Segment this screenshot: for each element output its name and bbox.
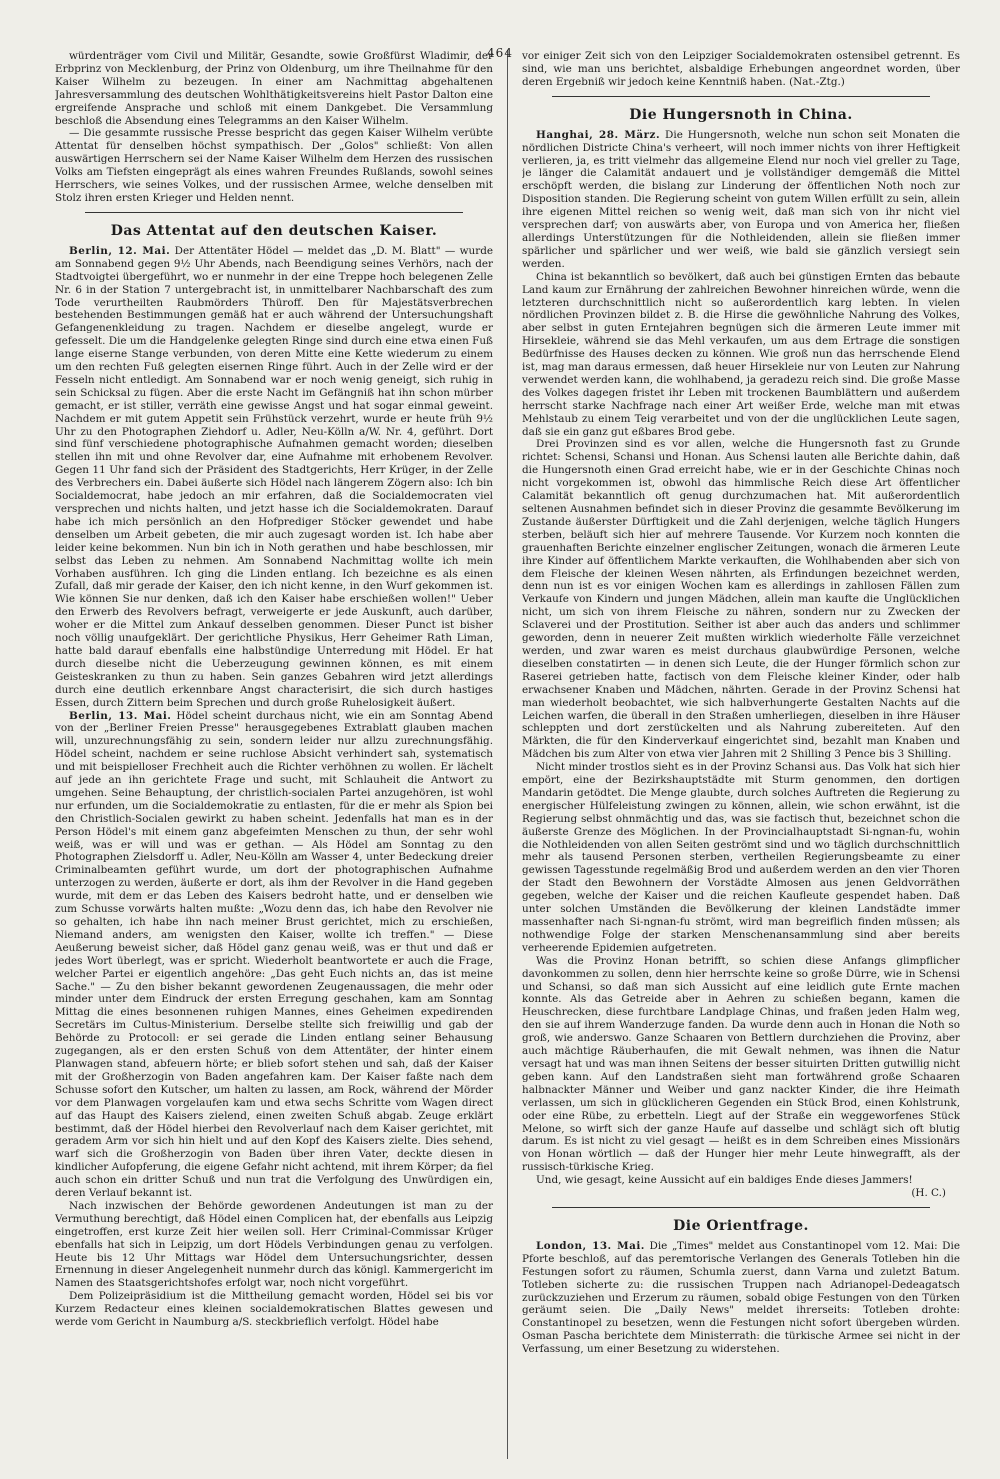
paragraph-text: Hödel scheint durchaus nicht, wie ein am Sonntag Abend von der „Berliner Freien Presse" herausgegebenes Extrablatt glauben machen will, unzurechnungsfähig zu sein, sondern leider nur allzu zurechnungsfähig. Hödel scheint, nachdem er seine ruchlose Absicht verhindert sah, systematisch und mit beispielloser Frechheit auch die Richter verhöhnen zu wollen. Er lächelt auf jede an ihn gerichtete Frage und sucht, mit Schlauheit die Antwort zu umgehen. Seine Behauptung, der christlich-socialen Partei anzugehören, ist wohl nur erfunden, um die Socialdemokratie zu entlasten, für die er mehr als Spion bei den Christlich-Socialen gewirkt zu haben scheint. Jedenfalls hat man es in der Person Hödel's mit einem ganz abgefeimten Menschen zu thun, der sehr wohl weiß, was er will und was er gethan. — Als Hödel am Sonntag zu den Photographen Zielsdorff u. Adler, Neu-Kölln am Wasser 4, unter Bedeckung dreier Criminalbeamten geführt wurde, um dort der photographischen Aufnahme unterzogen zu werden, äußerte er dort, als ihm der Revolver in die Hand gegeben wurde, mit dem er das Leben des Kaisers bedroht hatte, und er denselben wie zum Schusse vorwärts halten mußte: „Wozu denn das, ich habe den Revolver nie so gehalten, ich habe ihn nach meiner Brust gerichtet, mich zu erschießen, Niemand anders, am wenigsten den Kaiser, wollte ich treffen." — Diese Aeußerung beweist sicher, daß Hödel ganz genau weiß, was er thut und daß er jedes Wort überlegt, was er spricht. Wiederholt beantwortete er auch die Frage, welcher Partei er eigentlich angehöre: „Das geht Euch nichts an, das ist meine Sache." — Zu den bisher bekannt gewordenen Zeugenaussagen, die mehr oder minder unter dem Eindruck der ersten Erregung geschahen, kam am Sonntag Mittag die eines besonnenen ruhigen Mannes, eines Geheimen expedirenden Secretärs im Cultus-Ministerium. Derselbe stellte sich freiwillig und gab der Behörde zu Protocoll: er sei gerade die Linden entlang seiner Behausung zugegangen, als er den ersten Schuß von dem Attentäter, der hinter einem Planwagen stand, abfeuern hörte; er blieb sofort stehen und sah, daß der Kaiser mit der Großherzogin von Baden angefahren kam. Der Kaiser faßte nach dem Schusse sofort den Kutscher, um halten zu lassen, am Rock, während der Mörder vor dem Planwagen vorgelaufen kam und etwa sechs Schritte vom Wagen direct auf das Haupt des Kaisers zielend, einen zweiten Schuß abgab. Zeuge erklärt bestimmt, daß der Hödel hierbei den Revolverlauf nach dem Kaiser gerichtet, mit geradem Arm vor sich hin hielt und auf den Kopf des Kaisers zielte. Dies sehend, warf sich die Großherzogin von Baden über ihren Vater, deckte diesen in kindlicher Aufopferung, die eigene Gefahr nicht achtend, mit ihrem Körper; da fiel auch schon ein dritter Schuß und nun trat die Verfolgung des Unwürdigen ein, deren Verlauf bekannt ist. bbox=[55, 709, 493, 1200]
attentat-heading: Das Attentat auf den deutschen Kaiser. bbox=[110, 222, 438, 239]
divider-rule bbox=[85, 212, 463, 213]
paragraph-text: Die Hungersnoth, welche nun schon seit Monaten die nördlichen Districte China's verheert, will noch immer nichts von ihrer Heftigkeit verlieren, ja, es tritt vielmehr das allgemeine Elend nur noch viel greller zu Tage, je länger die Calamität andauert und je vollständiger demgemäß die Mittel erschöpft werden, die bislang zur Linderung der öffentlichen Noth noch zur Disposition standen. Die Regierung scheint von gutem Willen erfüllt zu sein, allein ihre eigenen Mittel reichen so wenig weit, daß man sich von ihr nicht viel versprechen darf; von auswärts aber, von Europa und von America her, fließen allerdings Unterstützungen für die Nothleidenden, allein sie fließen immer spärlicher und spärlicher und wer weiß, wie bald sie gänzlich versiegt sein werden. bbox=[522, 128, 960, 270]
attentat-article bbox=[55, 245, 493, 1329]
left-column bbox=[55, 50, 493, 1459]
dateline: Berlin, 13. Mai. bbox=[69, 709, 172, 722]
paragraph bbox=[522, 1240, 960, 1356]
dateline: Hanghai, 28. März. bbox=[536, 128, 661, 141]
paragraph-text: Drei Provinzen sind es vor allen, welche die Hungersnoth fast zu Grunde richtet: Schensi, Schansi und Honan. Aus Schensi lauten alle Berichte dahin, daß die Hungersnoth einen Grad erreicht habe, wie er in der Geschichte Chinas noch nicht vorgekommen ist, obwohl das himmlische Reich diese Art öffentlicher Calamität bekanntlich oft genug durchzumachen hat. Mit außerordentlich seltenen Ausnahmen befindet sich in dieser Provinz die gesammte Bevölkerung im Zustande äußerster Dürftigkeit und die Zahl derjenigen, welche täglich Hungers sterben, beläuft sich hier auf mehrere Tausende. Vor Kurzem noch konnten die grauenhaften Berichte einzelner englischer Zeitungen, wonach die ärmeren Leute ihre Kinder auf öffentlichem Markte verkauften, die Wohlhabenden aber sich von dem Fleische der kleinen Wesen nährten, als Erfindungen bezeichnet werden, denn nun ist es vor einigen Wochen kam es allerdings in zahllosen Fällen zum Verkaufe von Kindern und jungen Mädchen, allein man kaufte die Unglücklichen nicht, um sich von ihrem Fleische zu nähren, sondern nur zu Zwecken der Sclaverei und der Prostitution. Seither ist aber auch das anders und schlimmer geworden, denn in neuerer Zeit mußten wirklich wiederholte Fälle verzeichnet werden, und zwar waren es meist durchaus glaubwürdige Personen, welche dieselben constatirten — in denen sich Leute, die der Hunger förmlich schon zur Raserei getrieben hatte, factisch von dem Fleische kleiner Kinder, oder halb erwachsener Knaben und Mädchen, nährten. Gerade in der Provinz Schensi hat man wiederholt beobachtet, wie sich halbverhungerte Gestalten Nachts auf die Leichen warfen, die überall in den Straßen umherliegen, dieselben in ihre Häuser schleppten und dort zerstückelten und als Nahrung zubereiteten. Auf den Märkten, die für den Kinderverkauf eingerichtet sind, bezahlt man Knaben und Mädchen bis zum Alter von etwa vier Jahren mit 2 Shilling 3 Pence bis 3 Shilling. bbox=[522, 438, 960, 761]
paragraph bbox=[55, 245, 493, 710]
paragraph-text: Und, wie gesagt, keine Aussicht auf ein baldiges Ende dieses Jammers! bbox=[536, 1174, 913, 1187]
paragraph bbox=[55, 50, 493, 127]
right-intro-paragraph: vor einiger Zeit sich von den Leipziger Socialdemokraten ostensibel getrennt. Es sind, wie man uns berichtet, alsbaldige Erhebungen angeordnet worden, über deren Ergebniß wir jedoch keine Kenntniß haben. (Nat.-Ztg.) bbox=[522, 50, 960, 88]
paragraph-text: Dem Polizeipräsidium ist die Mittheilung gemacht worden, Hödel sei bis vor Kurzem Redacteur eines kleinen socialdemokratischen Blattes gewesen und werde vom Gericht in Naumburg a/S. steckbrieflich verfolgt. Hödel habe bbox=[55, 1290, 493, 1329]
paragraph bbox=[55, 1290, 493, 1329]
divider-rule bbox=[552, 96, 930, 97]
divider-rule bbox=[552, 1207, 930, 1208]
signature: (H. C.) bbox=[911, 1187, 946, 1200]
paragraph-text: Der Attentäter Hödel — meldet das „D. M. Blatt" — wurde am Sonnabend gegen 9½ Uhr Abends, nach Beendigung seines Verhörs, nach der Stadtvoigtei übergeführt, wo er nunmehr in der eine Treppe hoch belegenen Zelle Nr. 6 in der Station 7 untergebracht ist, in unmittelbarer Nachbarschaft des zum Tode verurtheilten Raubmörders Thüroff. Den für Majestätsverbrechen bestehenden Bestimmungen gemäß hat er auch während der Untersuchungshaft Gefangenenkleidung zu tragen. Nachdem er dieselbe angelegt, wurde er gefesselt. Die um die Handgelenke gelegten Ringe sind durch eine etwa einen Fuß lange eiserne Stange verbunden, von deren Mitte eine Kette wiederum zu einem um den rechten Fuß gelegten eisernen Ringe führt. Auch in der Zelle wird er der Fesseln nicht entledigt. Am Sonnabend war er noch wenig geneigt, sich ruhig in sein Schicksal zu fügen. Aber die erste Nacht im Gefängniß hat ihn schon mürber gemacht, er ist stiller, verräth eine gewisse Angst und hat sogar einmal geweint. Nachdem er mit gutem Appetit sein Frühstück verzehrt, wurde er heute früh 9½ Uhr zu den Photographen Ziehdorf u. Adler, Neu-Kölln a/W. Nr. 4, geführt. Dort sind fünf verschiedene photographische Aufnahmen gemacht worden; dieselben stellen ihn mit und ohne Revolver dar, eine Aufnahme mit erhobenem Revolver. Gegen 11 Uhr fand sich der Präsident des Stadtgerichts, Herr Krüger, in der Zelle des Verbrechers ein. Dabei äußerte sich Hödel nach längerem Zögern also: Ich bin Socialdemocrat, habe jedoch an mir erfahren, daß die Socialdemocraten viel versprechen und nichts halten, und jetzt hasse ich die Socialdemokraten. Darauf habe ich mich persönlich an den Hofprediger Stöcker gewendet und habe denselben um Arbeit gebeten, die mir auch zugesagt worden ist. Ich habe aber leider keine bekommen. Nun bin ich in Noth gerathen und habe beschlossen, mir selbst das Leben zu nehmen. Am Sonnabend Nachmittag wollte ich mein Vorhaben ausführen. Ich ging die Linden entlang. Ich bezeichne es als einen Zufall, daß mir gerade der Kaiser, den ich nicht kenne, in den Wurf gekommen ist. Wie können Sie nur denken, daß ich den Kaiser habe erschießen wollen!" Ueber den Erwerb des Revolvers befragt, verweigerte er jede Auskunft, auch darüber, woher er die Mittel zum Ankauf desselben genommen. Dieser Punct ist bisher noch völlig unaufgeklärt. Der gerichtliche Physikus, Herr Geheimer Rath Liman, hatte bald darauf ebenfalls eine halbstündige Unterredung mit Hödel. Er hat durch dieselbe nicht die Ueberzeugung gewinnen können, es mit einem Geisteskranken zu thun zu haben. Sein ganzes Gebahren wird jetzt allerdings durch eine deutlich erkennbare Angst characterisirt, die sich durch hastiges Essen, durch Zittern beim Sprechen und durch große Ruhelosigkeit äußert. bbox=[55, 244, 493, 709]
paragraph-text: Die „Times" meldet aus Constantinopel vom 12. Mai: Die Pforte beschloß, auf das peremtorische Verlangen des Generals Totleben hin die Festungen sofort zu räumen, Schumla zuerst, dann Varna und zuletzt Batum. Totleben sicherte zu: die russischen Truppen nach Adrianopel-Dedeagatsch zurückzuziehen und Erzerum zu räumen, sobald obige Festungen von den Türken geräumt seien. Die „Daily News" meldet ihrerseits: Totleben drohte: Constantinopel zu besetzen, wenn die Festungen nicht sofort übergeben würden. Osman Pascha berichtete dem Ministerrath: die türkische Armee sei nicht in der Verfassung, um einer Besetzung zu widerstehen. bbox=[522, 1239, 960, 1356]
paragraph-text: Was die Provinz Honan betrifft, so schien diese Anfangs glimpflicher davonkommen zu sollen, denn hier herrschte keine so große Dürre, wie in Schensi und Schansi, so daß man sich Aussicht auf eine leidlich gute Ernte machen konnte. Als das Getreide aber in Aehren zu schießen begann, kamen die Heuschrecken, diese furchtbare Landplage Chinas, und fraßen jeden Halm weg, den sie auf ihrem Wanderzuge fanden. Da wurde denn auch in Honan die Noth so groß, wie anderswo. Ganze Schaaren von Bettlern durchziehen die Provinz, aber auch mächtige Räuberhaufen, die mit Gewalt nehmen, was ihnen die Natur versagt hat und was man ihnen Seitens der besser situirten Dritten gutwillig nicht geben kann. Auf den Landstraßen sieht man fortwährend große Schaaren halbnackter Männer und Weiber und ganz nackter Kinder, die ihre Heimath verlassen, um sich in glücklicheren Gegenden ein Stück Brod, einen Kohlstrunk, oder eine Rübe, zu erbetteln. Liegt auf der Straße ein weggeworfenes Stück Melone, so wirft sich der ganze Haufe auf dasselbe und schlägt sich oft blutig darum. Es ist nicht zu viel gesagt — heißt es in dem Schreiben eines Missionärs von Honan wörtlich — daß der Hunger hier mehr Leute hinwegrafft, als der russisch-türkische Krieg. bbox=[522, 954, 960, 1174]
paragraph-text: würdenträger vom Civil und Militär, Gesandte, sowie Großfürst Wladimir, der Erbprinz von Mecklenburg, der Prinz von Oldenburg, um ihre Theilnahme für den Kaiser Wilhelm zu bezeugen. In einer am Nachmittag abgehaltenen Jahresversammlung des deutschen Wohlthätigkeitsvereins hielt Pastor Dalton eine ergreifende Ansprache und schloß mit einem Dankgebet. Die Versammlung beschloß die Absendung eines Telegramms an den Kaiser Wilhelm. bbox=[55, 50, 493, 127]
orient-article bbox=[522, 1240, 960, 1356]
paragraph bbox=[522, 129, 960, 271]
dateline: London, 13. Mai. bbox=[536, 1239, 645, 1252]
paragraph bbox=[522, 1174, 960, 1187]
left-intro bbox=[55, 50, 493, 205]
columns bbox=[55, 50, 960, 1459]
paragraph bbox=[522, 271, 960, 439]
paragraph bbox=[55, 1200, 493, 1290]
china-heading: Die Hungersnoth in China. bbox=[629, 106, 853, 123]
right-column bbox=[522, 50, 960, 1459]
paragraph-text: Nach inzwischen der Behörde gewordenen Andeutungen ist man zu der Vermuthung berechtigt, daß Hödel einen Complicen hat, der ebenfalls aus Leipzig eingetroffen, erst kurze Zeit hier weilen soll. Herr Criminal-Commissar Krüger ebenfalls hat sich in Leipzig, um dort Hödels Verbindungen genau zu verfolgen. Heute bis 12 Uhr Mittags war Hödel dem Untersuchungsrichter, dessen Ernennung in dieser Angelegenheit nunmehr durch das königl. Kammergericht im Namen des Staatsgerichtshofes erfolgt war, noch nicht vorgeführt. bbox=[55, 1199, 493, 1290]
paragraph bbox=[55, 127, 493, 204]
paragraph-text: Nicht minder trostlos sieht es in der Provinz Schansi aus. Das Volk hat sich hier empört, eine der Bezirkshauptstädte mit Sturm genommen, den dortigen Mandarin getödtet. Die Menge glaubte, durch solches Auftreten die Regierung zu energischer Hülfeleistung zwingen zu können, allein, wie schon erwähnt, ist die Regierung selbst ohnmächtig und das, was sie factisch thut, bezeichnet schon die äußerste Grenze des Möglichen. In der Provincialhauptstadt Si-ngnan-fu, wohin die Nothleidenden von allen Seiten geströmt sind und wo täglich durchschnittlich mehr als tausend Personen sterben, vertheilen Regierungsbeamte zu einer gewissen Tagesstunde regelmäßig Brod und außerdem werden an den vier Thoren der Stadt den Bewohnern der Vorstädte Almosen aus jenen Geldvorräthen gegeben, welche der Kaiser und die reichen Kaufleute gespendet haben. Daß unter solchen Umständen die Bevölkerung der kleinen Landstädte immer massenhafter nach Si-ngnan-fu strömt, wird man begreiflich finden müssen; als nothwendige Folge der starken Menschenansammlung sind aber bereits verheerende Epidemien aufgetreten. bbox=[522, 761, 960, 954]
paragraph bbox=[522, 955, 960, 1174]
paragraph-text: China ist bekanntlich so bevölkert, daß auch bei günstigen Ernten das bebaute Land kaum zur Ernährung der zahlreichen Bewohner hinreichen würde, wenn die letzteren durchschnittlich nicht so außerordentlich karg lebten. In vielen nördlichen Provinzen bildet z. B. die Hirse die gewöhnliche Nahrung des Volkes, aber selbst in guten Erntejahren begnügen sich die ärmeren Leute immer mit Hirsekleie, während sie das Mehl verkaufen, um aus dem Ertrage die sonstigen Bedürfnisse des Hauses decken zu können. Wie groß nun das herrschende Elend ist, mag man daraus ermessen, daß heuer Hirsekleie nur von Leuten zur Nahrung verwendet werden kann, die wohlhabend, ja geradezu reich sind. Die große Masse des Volkes dagegen fristet ihr Leben mit trockenen Baumblättern und außerdem herrscht starke Nachfrage nach einer Art weißer Erde, welche man mit etwas Mehlstaub zu einem Teig verarbeitet und von der die unglücklichen Leute sagen, daß sie ein ganz gut eßbares Brod gebe. bbox=[522, 270, 960, 438]
paragraph-text: — Die gesammte russische Presse bespricht das gegen Kaiser Wilhelm verübte Attentat für denselben höchst sympathisch. Der „Golos" schließt: Von allen auswärtigen Herrschern sei der Name Kaiser Wilhelm dem Herzen des russischen Volks am Tiefsten eingeprägt als eines wahren Freundes Rußlands, sowohl seines Herrschers, wie seines Volkes, und der russischen Armee, welche denselben mit Stolz ihren ersten Krieger und Helden nennt. bbox=[55, 127, 493, 204]
paragraph bbox=[522, 761, 960, 955]
page-number: 464 bbox=[487, 46, 513, 60]
china-article bbox=[522, 129, 960, 1187]
paragraph bbox=[522, 438, 960, 761]
paragraph bbox=[55, 710, 493, 1200]
orient-heading: Die Orientfrage. bbox=[673, 1217, 809, 1234]
column-divider bbox=[507, 50, 508, 1459]
dateline: Berlin, 12. Mai. bbox=[69, 244, 171, 257]
